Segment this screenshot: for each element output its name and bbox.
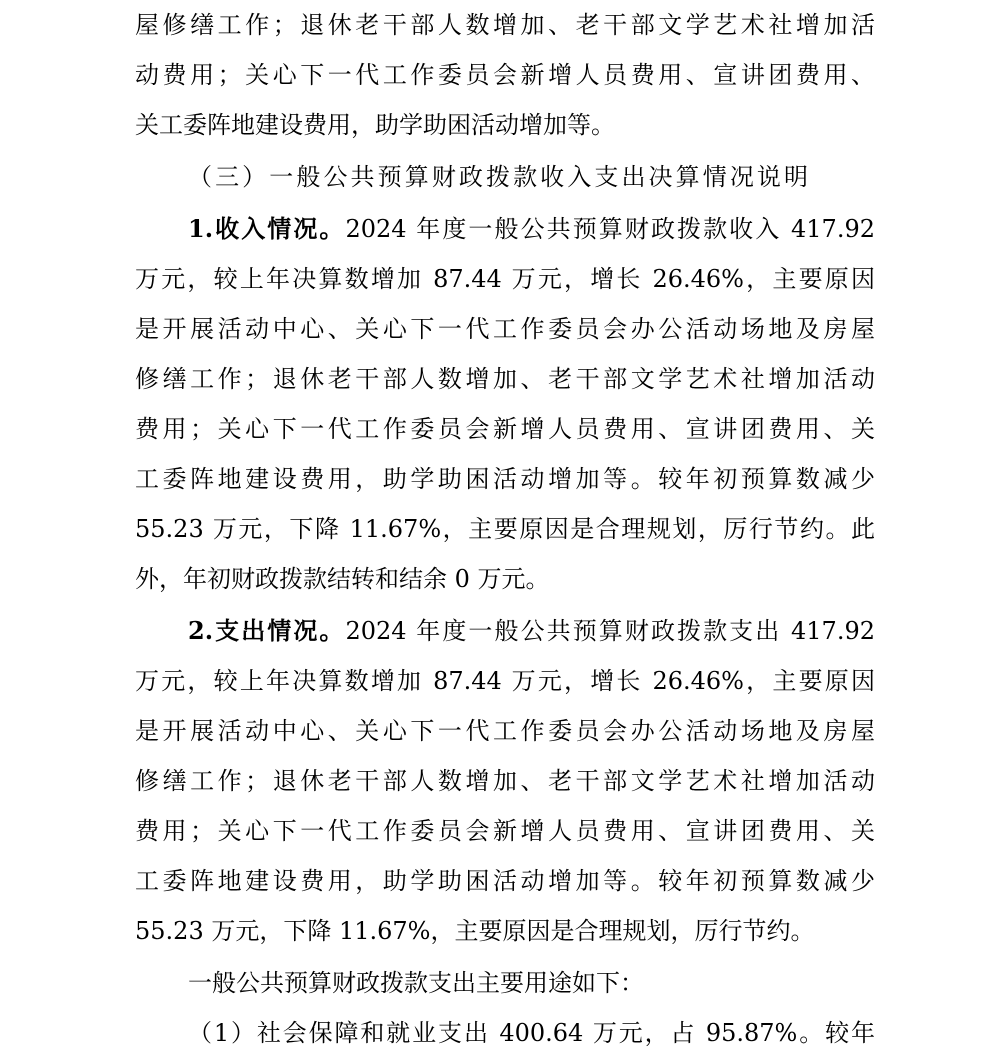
paragraph-line: 费用；关心下一代工作委员会新增人员费用、宣讲团费用、关	[135, 415, 875, 443]
expense-text: 2024 年度一般公共预算财政拨款支出 417.92	[345, 617, 875, 645]
paragraph-line: 屋修缮工作；退休老干部人数增加、老干部文学艺术社增加活	[135, 11, 875, 39]
expense-first-line	[188, 606, 875, 656]
income-first-line	[188, 204, 875, 254]
paragraph-line: 万元，较上年决算数增加 87.44 万元，增长 26.46%，主要原因	[135, 265, 875, 293]
section-heading: （三）一般公共预算财政拨款收入支出决算情况说明	[188, 163, 808, 191]
paragraph-line: 动费用；关心下一代工作委员会新增人员费用、宣讲团费用、	[135, 61, 875, 89]
paragraph-line: 万元，较上年决算数增加 87.44 万元，增长 26.46%，主要原因	[135, 667, 875, 695]
paragraph-line: 关工委阵地建设费用，助学助困活动增加等。	[135, 111, 615, 139]
paragraph-line: 是开展活动中心、关心下一代工作委员会办公活动场地及房屋	[135, 717, 875, 745]
income-label: 1.收入情况。	[188, 214, 346, 243]
income-text: 2024 年度一般公共预算财政拨款收入 417.92	[345, 215, 875, 243]
paragraph-line: 工委阵地建设费用，助学助困活动增加等。较年初预算数减少	[135, 867, 875, 895]
paragraph-line: 费用；关心下一代工作委员会新增人员费用、宣讲团费用、关	[135, 817, 875, 845]
paragraph-line: 是开展活动中心、关心下一代工作委员会办公活动场地及房屋	[135, 315, 875, 343]
paragraph-line: 工委阵地建设费用，助学助困活动增加等。较年初预算数减少	[135, 465, 875, 493]
paragraph-line: 55.23 万元，下降 11.67%，主要原因是合理规划，厉行节约。	[135, 917, 815, 945]
paragraph-line: 外，年初财政拨款结转和结余 0 万元。	[135, 565, 550, 593]
usage-intro: 一般公共预算财政拨款支出主要用途如下：	[188, 969, 644, 997]
paragraph-line: 修缮工作；退休老干部人数增加、老干部文学艺术社增加活动	[135, 365, 875, 393]
paragraph-line: 修缮工作；退休老干部人数增加、老干部文学艺术社增加活动	[135, 767, 875, 795]
expense-label: 2.支出情况。	[188, 616, 346, 645]
paragraph-line: 55.23 万元，下降 11.67%，主要原因是合理规划，厉行节约。此	[135, 515, 875, 543]
usage-item-1: （1）社会保障和就业支出 400.64 万元，占 95.87%。较年	[188, 1019, 875, 1047]
